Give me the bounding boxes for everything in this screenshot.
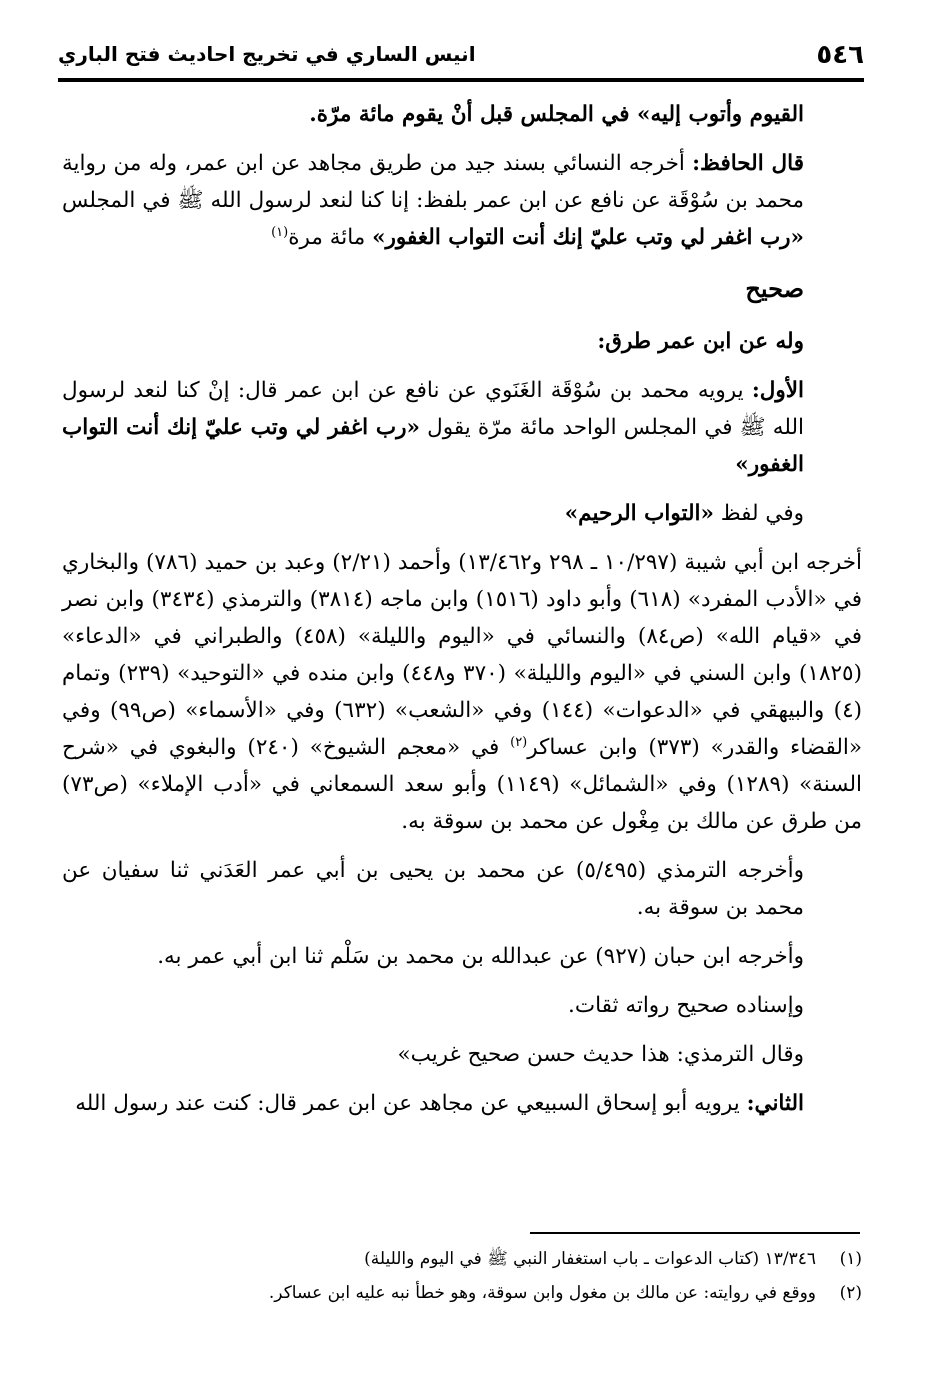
second-text: يرويه أبو إسحاق السبيعي عن مجاهد عن ابن عمر قال: كنت عند رسول الله: [75, 1091, 747, 1116]
paragraph-second-route: [62, 1085, 862, 1122]
footnote-number: (٢): [839, 1283, 862, 1303]
paragraph-hafiz: [62, 145, 862, 256]
hafiz-label: قال الحافظ:: [692, 151, 804, 176]
paragraph-tirmidhi-grade: وقال الترمذي: هذا حديث حسن صحيح غريب»: [397, 1042, 804, 1067]
footnote-text: ووقع في روايته: عن مالك بن مغول وابن سوقة، وهو خطأ نبه عليه ابن عساكر.: [268, 1283, 816, 1303]
paragraph-ibn-hibban: وأخرجه ابن حبان (٩٢٧) عن عبدالله بن محمد بن سَلْم ثنا ابن أبي عمر به.: [157, 944, 804, 969]
paragraph-takhrij: [62, 544, 862, 840]
variant-text: وفي لفظ: [713, 501, 804, 526]
first-text: يرويه محمد بن سُوْقَة الغَنَوي عن نافع عن ابن عمر قال: إنْ كنا لنعد لرسول الله ﷺ في المجلس الواحد مائة مرّة يقول: [62, 378, 804, 440]
second-label: الثاني:: [746, 1091, 804, 1116]
footnote-ref-1[interactable]: (١): [271, 224, 289, 240]
footnote-text: ١٣/٣٤٦ (كتاب الدعوات ـ باب استغفار النبي ﷺ في اليوم والليلة): [364, 1249, 816, 1269]
takhrij-text-b: في «معجم الشيوخ» (٢٤٠) والبغوي في «شرح السنة» (١٢٨٩) وفي «الشمائل» (١١٤٩) وأبو سعد السمعاني في «أدب الإملاء» (ص٧٣) من طرق عن مالك بن مِغْول عن محمد بن سوقة به.: [62, 735, 862, 834]
running-title: انيس الساري في تخريج احاديث فتح الباري: [58, 42, 476, 66]
paragraph-tirmidhi: وأخرجه الترمذي (٥/٤٩٥) عن محمد بن يحيى بن أبي عمر العَدَني ثنا سفيان عن محمد بن سوقة به.: [62, 858, 804, 920]
page-number: ٥٤٦: [816, 40, 864, 70]
variant-quote: «التواب الرحيم»: [564, 501, 714, 526]
first-quote: «رب اغفر لي وتب عليّ إنك أنت التواب الغفور»: [62, 415, 804, 477]
paragraph-1: القيوم وأتوب إليه» في المجلس قبل أنْ يقوم مائة مرّة.: [309, 102, 804, 127]
section-subheading: وله عن ابن عمر طرق:: [597, 329, 804, 354]
paragraph-isnad: وإسناده صحيح رواته ثقات.: [568, 993, 804, 1018]
paragraph-variant: [62, 495, 862, 532]
footnote-ref-2[interactable]: (٢): [510, 734, 528, 750]
takhrij-text-a: أخرجه ابن أبي شيبة (١٠/٢٩٧ ـ ٢٩٨ و١٣/٤٦٢) وأحمد (٢/٢١) وعبد بن حميد (٧٨٦) والبخاري في «الأدب المفرد» (٦١٨) وأبو داود (١٥١٦) وابن ماجه (٣٨١٤) والترمذي (٣٤٣٤) وابن نصر في «قيام الله» (ص٨٤) والنسائي في «اليوم والليلة» (٤٥٨) والطبراني في «الدعاء» (١٨٢٥) وابن السني في «اليوم والليلة» (٣٧٠ و٤٤٨) وابن منده في «التوحيد» (٢٣٩) وتمام (٤) والبيهقي في «الدعوات» (١٤٤) وفي «الشعب» (٦٣٢) وفي «الأسماء» (ص٩٩) وفي «القضاء والقدر» (٣٧٣) وابن عساكر: [62, 550, 863, 760]
footnotes: [62, 1242, 862, 1310]
paragraph-first-route: [62, 372, 862, 483]
main-text: [62, 96, 862, 1134]
hafiz-end: مائة مرة: [288, 225, 373, 250]
page-header: [58, 38, 864, 82]
footnote-number: (١): [839, 1249, 862, 1269]
hafiz-quote: «رب اغفر لي وتب عليّ إنك أنت التواب الغفور»: [372, 225, 804, 250]
footnote-1: [62, 1242, 862, 1276]
footnote-divider: [530, 1232, 860, 1234]
section-heading: صحيح: [745, 274, 804, 303]
footnote-2: [62, 1276, 862, 1310]
first-label: الأول:: [751, 378, 804, 403]
hafiz-text: أخرجه النسائي بسند جيد من طريق مجاهد عن ابن عمر، وله من رواية محمد بن سُوْقَة عن نافع عن ابن عمر بلفظ: إنا كنا لنعد لرسول الله ﷺ في المجلس: [62, 151, 804, 213]
